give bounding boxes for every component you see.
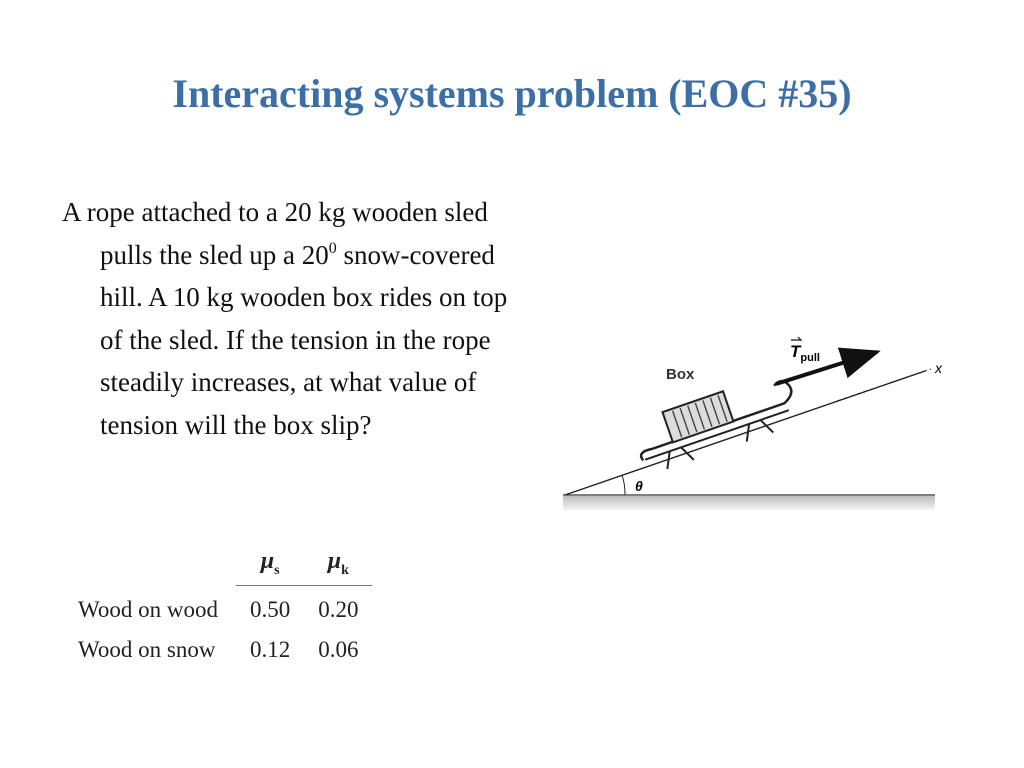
problem-statement — [62, 191, 530, 446]
degree-superscript: 0 — [328, 239, 337, 257]
mu-symbol: μ — [260, 548, 275, 574]
problem-text-part2: snow-covered hill. A 10 kg wooden box rides on top of the sled. If the tension in the rope steadily increases, at what value of tension will the box slip? — [100, 239, 508, 440]
vector-arrow-icon — [791, 337, 801, 340]
ground-surface — [563, 496, 935, 510]
friction-coefficient-table — [66, 548, 372, 666]
box-label: Box — [666, 366, 695, 383]
angle-arc — [622, 475, 625, 495]
mu-symbol: μ — [327, 548, 342, 574]
tension-symbol: T — [790, 342, 801, 361]
kinetic-value: 0.06 — [318, 636, 359, 662]
angle-label: θ — [635, 478, 643, 494]
tension-subscript: pull — [800, 352, 820, 364]
table-row — [66, 626, 372, 666]
static-value: 0.12 — [249, 636, 291, 662]
row-label: Wood on wood — [78, 596, 218, 622]
mu-subscript: s — [274, 562, 280, 578]
slide-title: Interacting systems problem (EOC #35) — [172, 71, 852, 116]
wooden-box — [662, 391, 733, 442]
header-kinetic-coefficient — [304, 548, 372, 585]
row-label: Wood on snow — [78, 636, 216, 662]
table-header-row — [66, 548, 372, 585]
problem-text-part1: A rope attached to a 20 kg wooden sled pulls the sled up a 20 — [62, 197, 488, 270]
x-axis-label: x — [935, 360, 942, 376]
sled-incline-diagram — [555, 325, 955, 520]
header-static-coefficient — [236, 548, 304, 585]
table-row — [66, 585, 372, 626]
x-axis-line — [837, 369, 931, 401]
header-empty-cell — [66, 548, 236, 585]
kinetic-value: 0.20 — [318, 596, 359, 622]
static-value: 0.50 — [249, 596, 291, 622]
tension-label — [790, 342, 820, 364]
mu-subscript: k — [341, 562, 349, 578]
